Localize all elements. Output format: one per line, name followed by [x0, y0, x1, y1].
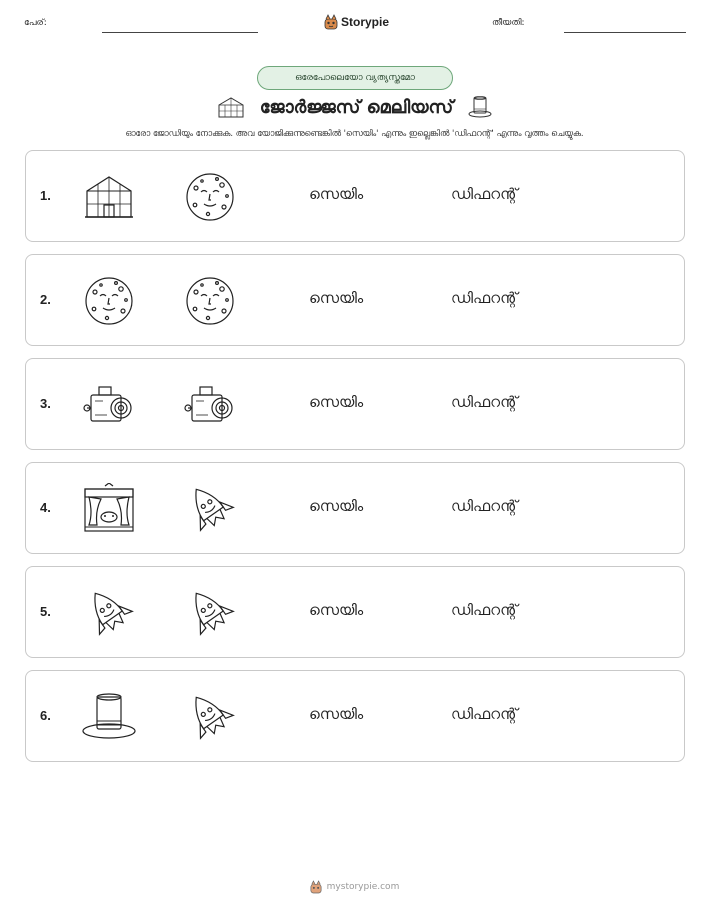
question-list [25, 150, 685, 774]
date-label: തീയതി: [492, 18, 525, 28]
greenhouse-icon [216, 95, 246, 119]
different-option[interactable]: ഡിഫറന്റ് [451, 393, 518, 411]
moon-icon [182, 171, 238, 223]
moon-icon [182, 275, 238, 327]
top-hat-icon [81, 691, 137, 743]
rocket-icon [182, 587, 238, 639]
date-field[interactable] [564, 32, 686, 33]
top-hat-picture [81, 691, 137, 743]
name-field[interactable] [102, 32, 258, 33]
same-option[interactable]: സെയിം [309, 393, 364, 411]
rocket-icon [81, 587, 137, 639]
activity-type-badge: ഒരേപോലെയോ വ്യത്യസ്തമോ [257, 66, 453, 90]
question-row [25, 358, 685, 450]
different-option[interactable]: ഡിഫറന്റ് [451, 601, 518, 619]
title-row [0, 92, 709, 122]
greenhouse-icon [81, 171, 137, 223]
rocket-picture [182, 587, 238, 639]
camera-icon [81, 379, 137, 431]
same-option[interactable]: സെയിം [309, 601, 364, 619]
question-number: 6. [40, 708, 51, 723]
different-option[interactable]: ഡിഫറന്റ് [451, 705, 518, 723]
instructions-text: ഓരോ ജോഡിയും നോക്കുക. അവ യോജിക്കുന്നുണ്ടെങ്കിൽ 'സെയിം' എന്നും ഇല്ലെങ്കിൽ 'ഡിഫറന്റ്' എന്നും വൃത്തം ചെയ്യുക. [125, 128, 584, 138]
question-row [25, 254, 685, 346]
top-hat-icon [467, 95, 493, 119]
same-option[interactable]: സെയിം [309, 497, 364, 515]
theater-picture [81, 483, 137, 535]
worksheet-header [24, 14, 686, 38]
same-option[interactable]: സെയിം [309, 185, 364, 203]
rocket-picture [182, 483, 238, 535]
question-number: 4. [40, 500, 51, 515]
question-row [25, 150, 685, 242]
same-option[interactable]: സെയിം [309, 705, 364, 723]
camera-icon [182, 379, 238, 431]
camera-picture [81, 379, 137, 431]
footer [0, 880, 709, 894]
moon-icon [81, 275, 137, 327]
moon-picture [182, 275, 238, 327]
theater-icon [81, 483, 137, 535]
question-number: 2. [40, 292, 51, 307]
brand-name: Storypie [341, 15, 390, 29]
rocket-picture [182, 691, 238, 743]
camera-picture [182, 379, 238, 431]
brand-logo [324, 14, 389, 30]
different-option[interactable]: ഡിഫറന്റ് [451, 185, 518, 203]
question-number: 5. [40, 604, 51, 619]
moon-picture [81, 275, 137, 327]
question-row [25, 462, 685, 554]
same-option[interactable]: സെയിം [309, 289, 364, 307]
different-option[interactable]: ഡിഫറന്റ് [451, 289, 518, 307]
question-row [25, 566, 685, 658]
question-number: 1. [40, 188, 51, 203]
greenhouse-picture [81, 171, 137, 223]
rocket-picture [81, 587, 137, 639]
page-title: ജോർജ്ജസ് മെലിയസ് [259, 96, 454, 118]
storypie-mascot-icon [310, 880, 322, 894]
footer-link[interactable]: mystorypie.com [326, 882, 400, 892]
question-number: 3. [40, 396, 51, 411]
storypie-mascot-icon [324, 14, 338, 30]
rocket-icon [182, 483, 238, 535]
different-option[interactable]: ഡിഫറന്റ് [451, 497, 518, 515]
name-label: പേര്: [24, 18, 47, 28]
rocket-icon [182, 691, 238, 743]
question-row [25, 670, 685, 762]
moon-picture [182, 171, 238, 223]
